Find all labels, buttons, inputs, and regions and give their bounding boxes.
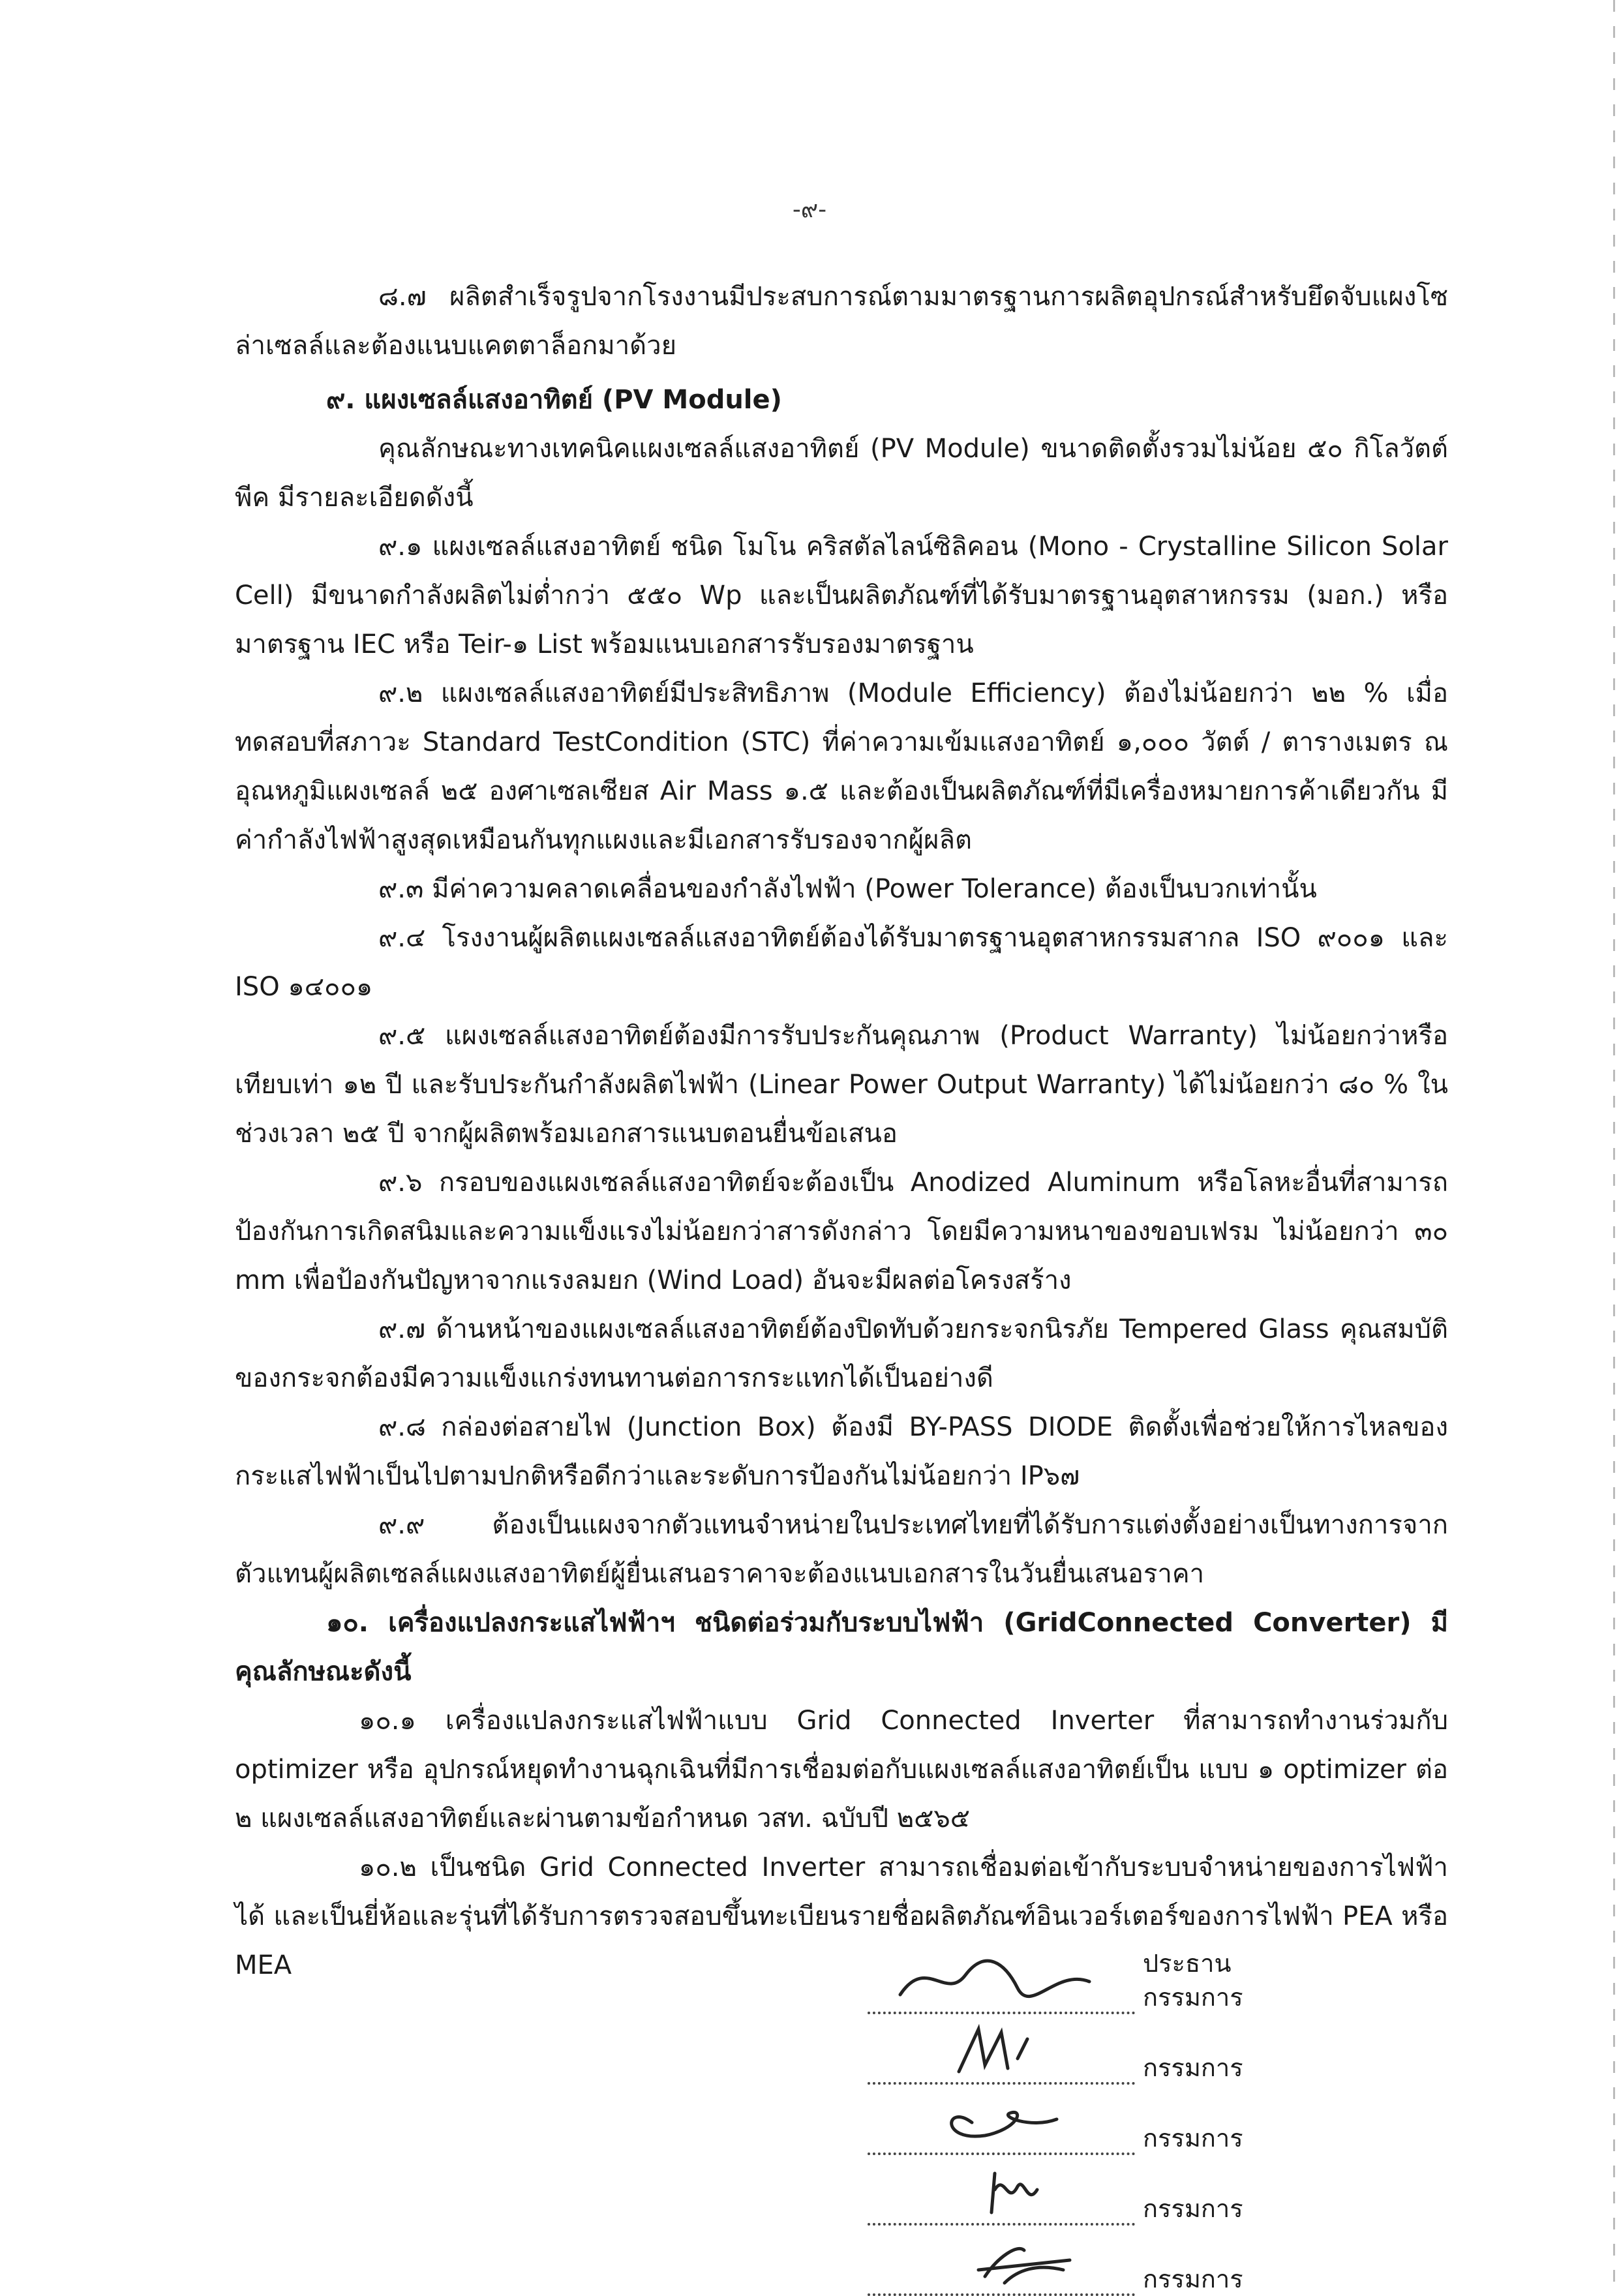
- paragraph-10-2: ๑๐.๒ เป็นชนิด Grid Connected Inverter สามารถเชื่อมต่อเข้ากับระบบจำหน่ายของการไฟฟ้าได้ และเป็นยี่ห้อและรุ่นที่ได้รับการตรวจสอบขึ้นทะเบียนรายชื่อผลิตภัณฑ์อินเวอร์เตอร์ของการไฟฟ้า PEA หรือ MEA: [235, 1852, 1448, 1980]
- signature-line-member-3: [868, 2155, 1324, 2226]
- document-body: [235, 273, 1448, 1990]
- page-number: -๙-: [792, 196, 827, 223]
- signature-role: ประธานกรรมการ: [1143, 1949, 1243, 2012]
- signature-role: กรรมการ: [1143, 2194, 1243, 2223]
- signature-line-member-4: [868, 2226, 1324, 2296]
- handwritten-signature-mark: [887, 2231, 1102, 2289]
- signature-role: กรรมการ: [1143, 2124, 1243, 2152]
- paragraph-9-5: ๙.๕ แผงเซลล์แสงอาทิตย์ต้องมีการรับประกันคุณภาพ (Product Warranty) ไม่น้อยกว่าหรือเทียบเท่า ๑๒ ปี และรับประกันกำลังผลิตไฟฟ้า (Linear Power Output Warranty) ได้ไม่น้อยกว่า ๘๐ % ในช่วงเวลา ๒๕ ปี จากผู้ผลิตพร้อมเอกสารแนบตอนยื่นข้อเสนอ: [235, 1021, 1448, 1149]
- handwritten-signature-mark: [887, 2160, 1102, 2219]
- section-heading-10: ๑๐. เครื่องแปลงกระแสไฟฟ้าฯ ชนิดต่อร่วมกับระบบไฟฟ้า (GridConnected Converter) มีคุณลักษณะดังนี้: [235, 1608, 1448, 1687]
- paragraph-9-3: ๙.๓ มีค่าความคลาดเคลื่อนของกำลังไฟฟ้า (Power Tolerance) ต้องเป็นบวกเท่านั้น: [378, 874, 1317, 904]
- paragraph-9-1: ๙.๑ แผงเซลล์แสงอาทิตย์ ชนิด โมโน คริสตัลไลน์ซิลิคอน (Mono - Crystalline Silicon Solar Cell) มีขนาดกำลังผลิตไม่ต่ำกว่า ๕๕๐ Wp และเป็นผลิตภัณฑ์ที่ได้รับมาตรฐานอุตสาหกรรม (มอก.) หรือมาตรฐาน IEC หรือ Teir-๑ List พร้อมแนบเอกสารรับรองมาตรฐาน: [235, 532, 1448, 659]
- paragraph-9-2: ๙.๒ แผงเซลล์แสงอาทิตย์มีประสิทธิภาพ (Module Efficiency) ต้องไม่น้อยกว่า ๒๒ % เมื่อทดสอบที่สภาวะ Standard TestCondition (STC) ที่ค่าความเข้มแสงอาทิตย์ ๑,๐๐๐ วัตต์ / ตารางเมตร ณ อุณหภูมิแผงเซลล์ ๒๕ องศาเซลเซียส Air Mass ๑.๕ และต้องเป็นผลิตภัณฑ์ที่มีเครื่องหมายการค้าเดียวกัน มีค่ากำลังไฟฟ้าสูงสุดเหมือนกันทุกแผงและมีเอกสารรับรองจากผู้ผลิต: [235, 678, 1448, 855]
- signature-role: กรรมการ: [1143, 2053, 1243, 2082]
- signature-line-chairman: [868, 1944, 1324, 2014]
- signature-line-member-1: [868, 2014, 1324, 2085]
- section-heading-9: ๙. แผงเซลล์แสงอาทิตย์ (PV Module): [326, 385, 782, 415]
- signature-line-member-2: [868, 2085, 1324, 2155]
- paragraph-9-8: ๙.๘ กล่องต่อสายไฟ (Junction Box) ต้องมี BY-PASS DIODE ติดตั้งเพื่อช่วยให้การไหลของกระแสไฟฟ้าเป็นไปตามปกติหรือดีกว่าและระดับการป้องกันไม่น้อยกว่า IP๖๗: [235, 1412, 1448, 1491]
- handwritten-signature-mark: [887, 1949, 1102, 2008]
- signature-block: [868, 1944, 1324, 2296]
- signature-role: กรรมการ: [1143, 2265, 1243, 2293]
- paragraph-9-intro: คุณลักษณะทางเทคนิคแผงเซลล์แสงอาทิตย์ (PV Module) ขนาดติดตั้งรวมไม่น้อย ๕๐ กิโลวัตต์พีค มีรายละเอียดดังนี้: [235, 434, 1448, 513]
- paragraph-8-7: ๘.๗ ผลิตสำเร็จรูปจากโรงงานมีประสบการณ์ตามมาตรฐานการผลิตอุปกรณ์สำหรับยึดจับแผงโซล่าเซลล์และต้องแนบแคตตาล็อกมาด้วย: [235, 282, 1448, 361]
- handwritten-signature-mark: [887, 2019, 1102, 2078]
- scan-edge: [1613, 0, 1615, 2289]
- paragraph-9-9: ๙.๙ ต้องเป็นแผงจากตัวแทนจำหน่ายในประเทศไทยที่ได้รับการแต่งตั้งอย่างเป็นทางการจากตัวแทนผู้ผลิตเซลล์แผงแสงอาทิตย์ผู้ยื่นเสนอราคาจะต้องแนบเอกสารในวันยื่นเสนอราคา: [235, 1510, 1448, 1589]
- paragraph-9-7: ๙.๗ ด้านหน้าของแผงเซลล์แสงอาทิตย์ต้องปิดทับด้วยกระจกนิรภัย Tempered Glass คุณสมบัติของกระจกต้องมีความแข็งแกร่งทนทานต่อการกระแทกได้เป็นอย่างดี: [235, 1314, 1448, 1393]
- paragraph-9-6: ๙.๖ กรอบของแผงเซลล์แสงอาทิตย์จะต้องเป็น Anodized Aluminum หรือโลหะอื่นที่สามารถป้องกันการเกิดสนิมและความแข็งแรงไม่น้อยกว่าสารดังกล่าว โดยมีความหนาของขอบเฟรม ไม่น้อยกว่า ๓๐ mm เพื่อป้องกันปัญหาจากแรงลมยก (Wind Load) อันจะมีผลต่อโครงสร้าง: [235, 1168, 1448, 1295]
- paragraph-9-4: ๙.๔ โรงงานผู้ผลิตแผงเซลล์แสงอาทิตย์ต้องได้รับมาตรฐานอุตสาหกรรมสากล ISO ๙๐๐๑ และ ISO ๑๔๐๐๑: [235, 923, 1448, 1002]
- paragraph-10-1: ๑๐.๑ เครื่องแปลงกระแสไฟฟ้าแบบ Grid Connected Inverter ที่สามารถทำงานร่วมกับ optimizer หรือ อุปกรณ์หยุดทำงานฉุกเฉินที่มีการเชื่อมต่อกับแผงเซลล์แสงอาทิตย์เป็น แบบ ๑ optimizer ต่อ ๒ แผงเซลล์แสงอาทิตย์และผ่านตามข้อกำหนด วสท. ฉบับปี ๒๕๖๕: [235, 1706, 1448, 1834]
- handwritten-signature-mark: [887, 2090, 1102, 2149]
